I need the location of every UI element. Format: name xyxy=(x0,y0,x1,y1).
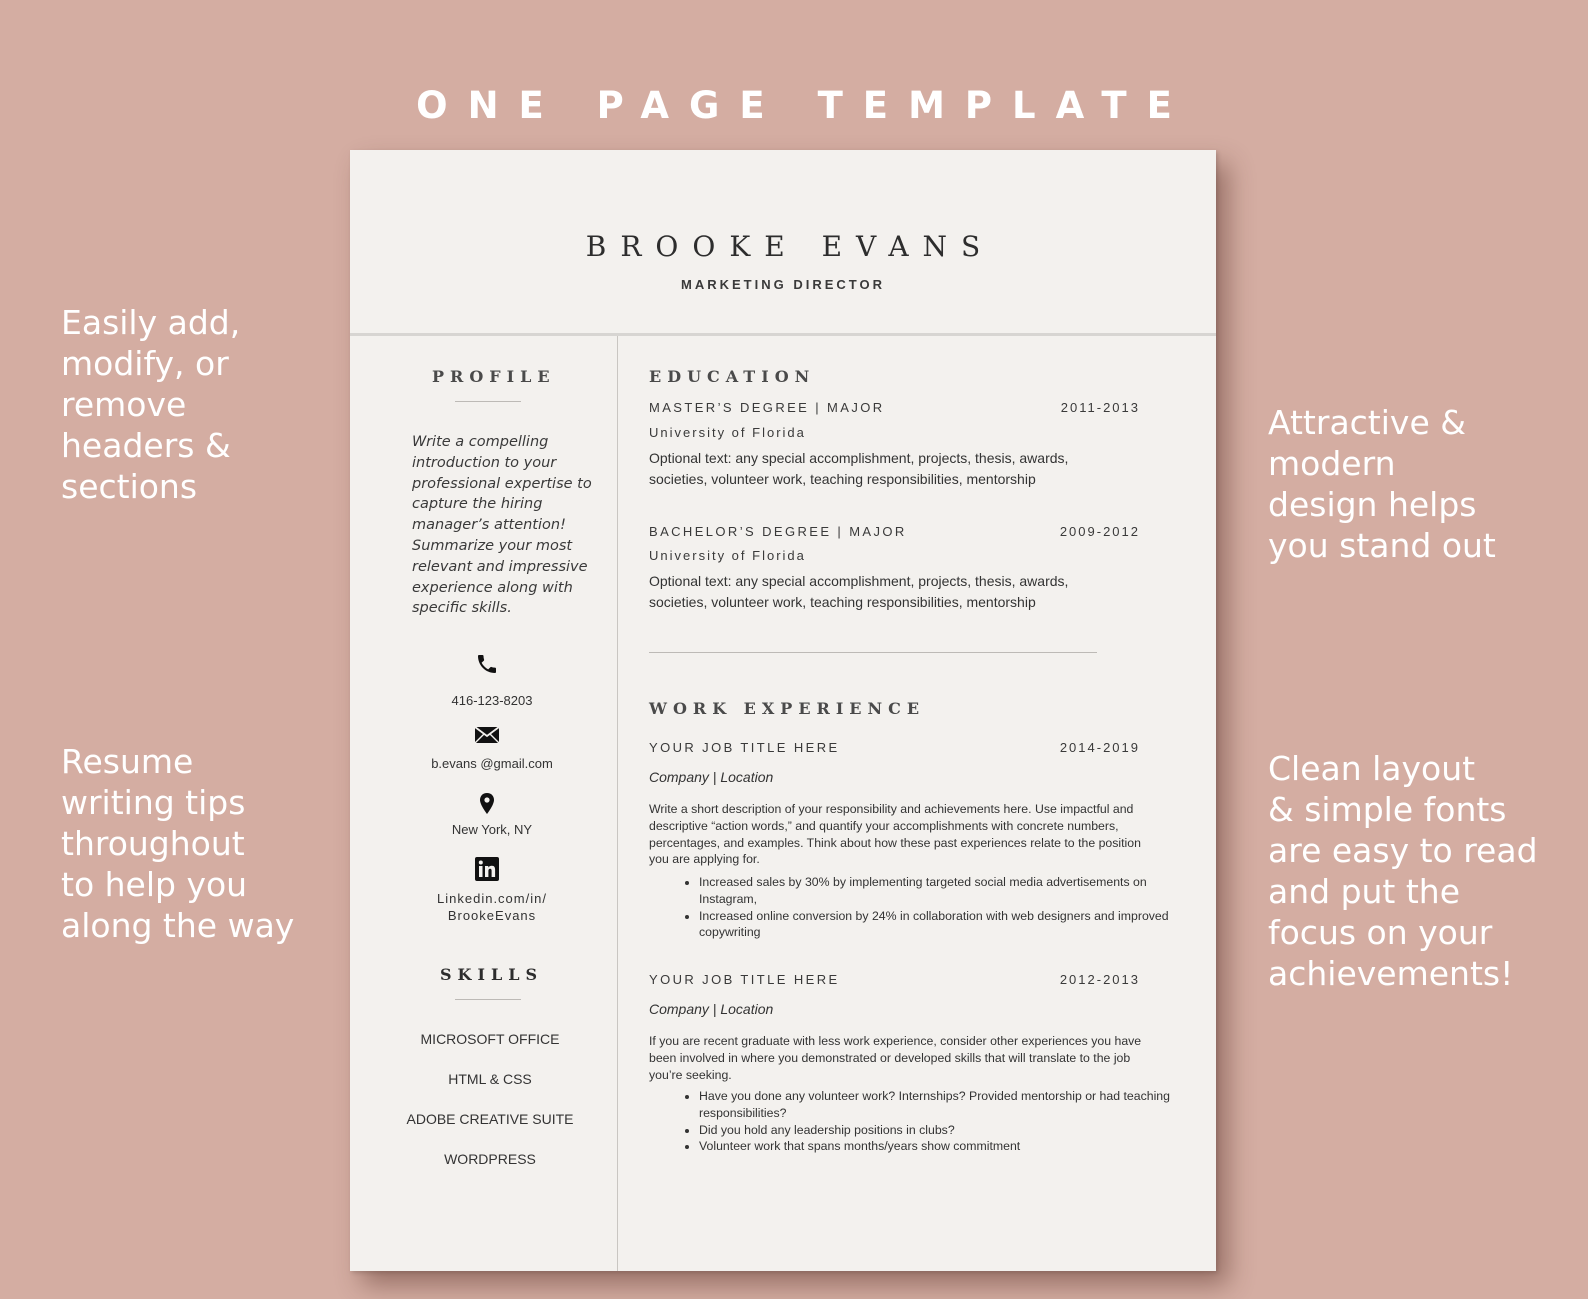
skill-item: HTML & CSS xyxy=(448,1071,532,1087)
location-pin-icon xyxy=(478,792,496,816)
banner-title: ONE PAGE TEMPLATE xyxy=(416,84,1192,127)
job-title: YOUR JOB TITLE HERE xyxy=(649,740,840,755)
profile-heading: PROFILE xyxy=(432,367,556,386)
column-divider xyxy=(617,336,618,1271)
skills-heading: SKILLS xyxy=(440,965,543,984)
education-years: 2011-2013 xyxy=(1060,400,1140,415)
profile-text: Write a compelling introduction to your professional expertise to capture the hiring manager’s attention! Summarize your most relevant and impressive experience along with specific skills. xyxy=(412,434,592,617)
linkedin-icon xyxy=(475,857,499,881)
job-description: Write a short description of your responsibility and achievements here. Use impactful and descriptive “action words,” and quantify your accomplishments with concrete numbers, percentages, and examples. Think about how these past experiences relate to the position you are applying for. xyxy=(649,802,1141,867)
job-bullet-list xyxy=(649,1088,1199,1155)
skill-item: WORDPRESS xyxy=(444,1151,536,1167)
section-divider xyxy=(649,652,1097,653)
job-bullet: • Did you hold any leadership positions in clubs? xyxy=(699,1122,1199,1139)
job-company: Company | Location xyxy=(649,1001,774,1017)
work-heading: WORK EXPERIENCE xyxy=(649,699,926,718)
tip-left-bottom: Resume writing tips throughout to help you along the way xyxy=(61,742,295,945)
phone-text: 416-123-8203 xyxy=(451,693,533,708)
job-company: Company | Location xyxy=(649,769,774,785)
job-years: 2012-2013 xyxy=(1059,972,1140,987)
education-note: Optional text: any special accomplishment, projects, thesis, awards, societies, volunteer work, teaching responsibilities, mentorship xyxy=(649,450,1069,487)
location-text: New York, NY xyxy=(451,822,533,837)
education-school: University of Florida xyxy=(649,548,806,563)
job-bullet: • Increased sales by 30% by implementing targeted social media advertisements on Instagram, xyxy=(699,874,1199,908)
education-heading: EDUCATION xyxy=(649,367,816,386)
job-bullet-list xyxy=(649,874,1199,941)
skills-underline xyxy=(455,999,521,1000)
education-years: 2009-2012 xyxy=(1059,524,1140,539)
profile-underline xyxy=(455,401,521,402)
education-note: Optional text: any special accomplishment, projects, thesis, awards, societies, volunteer work, teaching responsibilities, mentorship xyxy=(649,573,1069,610)
job-years: 2014-2019 xyxy=(1059,740,1140,755)
resume-name: BROOKE EVANS xyxy=(585,230,995,263)
skill-item: ADOBE CREATIVE SUITE xyxy=(406,1111,574,1127)
tip-right-bottom: Clean layout & simple fonts are easy to read and put the focus on your achievements! xyxy=(1268,749,1538,993)
job-description: If you are recent graduate with less work experience, consider other experiences you have been involved in where you demonstrated or developed skills that will translate to the job you’re seeking. xyxy=(649,1034,1142,1082)
tip-right-top: Attractive & modern design helps you stand out xyxy=(1268,403,1496,565)
resume-role: MARKETING DIRECTOR xyxy=(681,277,885,292)
education-degree: MASTER’S DEGREE | MAJOR xyxy=(649,400,885,415)
skill-item: MICROSOFT OFFICE xyxy=(420,1031,560,1047)
job-bullet: • Volunteer work that spans months/years show commitment xyxy=(699,1138,1199,1155)
phone-icon xyxy=(475,652,499,676)
education-degree: BACHELOR’S DEGREE | MAJOR xyxy=(649,524,907,539)
job-bullet: • Have you done any volunteer work? Internships? Provided mentorship or had teaching responsibilities? xyxy=(699,1088,1199,1122)
job-bullet: • Increased online conversion by 24% in collaboration with web designers and improved copywriting xyxy=(699,908,1199,942)
tip-left-top: Easily add, modify, or remove headers & sections xyxy=(61,303,241,506)
resume-page xyxy=(350,150,1216,1271)
education-school: University of Florida xyxy=(649,425,806,440)
job-title: YOUR JOB TITLE HERE xyxy=(649,972,840,987)
header-divider xyxy=(350,333,1216,336)
email-icon xyxy=(474,726,500,744)
email-text: b.evans @gmail.com xyxy=(431,756,553,771)
linkedin-text: Linkedin.com/in/ BrookeEvans xyxy=(437,891,547,923)
